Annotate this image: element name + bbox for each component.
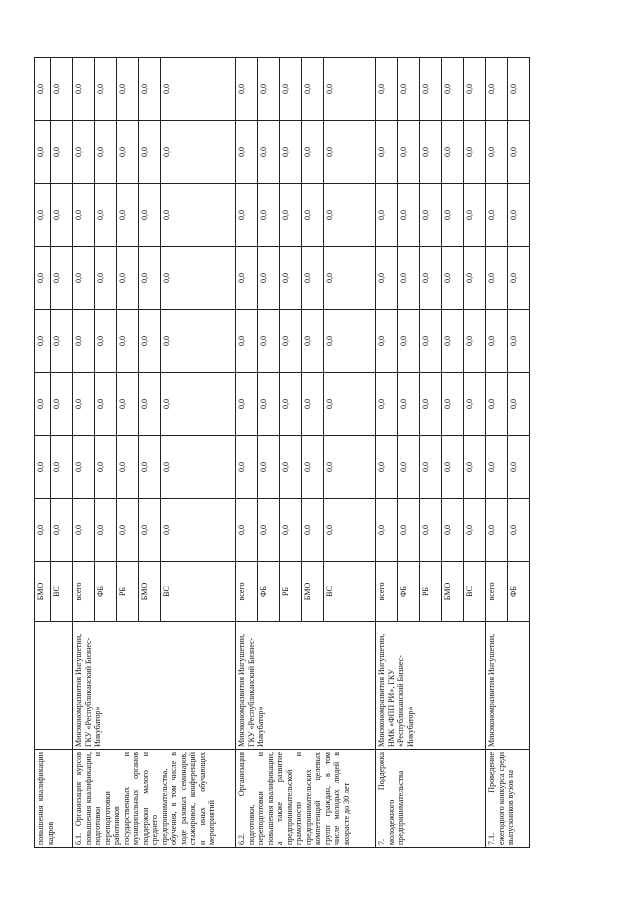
value-cell: 0,0: [117, 184, 139, 247]
table-body: [35, 58, 530, 848]
value-cell: 0,0: [376, 436, 398, 499]
value-cell: 0,0: [51, 184, 73, 247]
value-cell: 0,0: [280, 184, 302, 247]
value-cell: 0,0: [95, 310, 117, 373]
source-cell: всего: [236, 562, 258, 622]
value-cell: 0,0: [117, 58, 139, 121]
value-cell: 0,0: [280, 58, 302, 121]
budget-table: [34, 57, 530, 848]
value-cell: 0,0: [139, 436, 161, 499]
value-cell: 0,0: [486, 121, 508, 184]
measure-name-cell: 7.1. Проведение ежегодного конкурса среди выпускников вузов на: [486, 750, 530, 848]
source-cell: ФБ: [95, 562, 117, 622]
value-cell: 0,0: [139, 310, 161, 373]
value-cell: 0,0: [258, 436, 280, 499]
table-row: [236, 58, 258, 848]
measure-name-cell: повышения квалификации кадров: [35, 750, 73, 848]
value-cell: 0,0: [51, 373, 73, 436]
value-cell: 0,0: [464, 499, 486, 562]
value-cell: 0,0: [51, 310, 73, 373]
source-cell: всего: [73, 562, 95, 622]
value-cell: 0,0: [51, 499, 73, 562]
value-cell: 0,0: [280, 121, 302, 184]
value-cell: 0,0: [35, 436, 51, 499]
value-cell: 0,0: [420, 247, 442, 310]
value-cell: 0,0: [161, 373, 236, 436]
table-row: [73, 58, 95, 848]
value-cell: 0,0: [139, 184, 161, 247]
value-cell: 0,0: [302, 58, 324, 121]
value-cell: 0,0: [442, 184, 464, 247]
source-cell: БМО: [35, 562, 51, 622]
value-cell: 0,0: [139, 58, 161, 121]
source-cell: ФБ: [508, 562, 530, 622]
value-cell: 0,0: [376, 58, 398, 121]
value-cell: 0,0: [161, 184, 236, 247]
value-cell: 0,0: [73, 247, 95, 310]
value-cell: 0,0: [161, 436, 236, 499]
value-cell: 0,0: [73, 121, 95, 184]
source-cell: РБ: [420, 562, 442, 622]
source-cell: РБ: [117, 562, 139, 622]
value-cell: 0,0: [486, 247, 508, 310]
value-cell: 0,0: [51, 436, 73, 499]
value-cell: 0,0: [161, 310, 236, 373]
value-cell: 0,0: [258, 247, 280, 310]
value-cell: 0,0: [280, 436, 302, 499]
value-cell: 0,0: [236, 121, 258, 184]
value-cell: 0,0: [420, 58, 442, 121]
value-cell: 0,0: [73, 310, 95, 373]
source-cell: БМО: [442, 562, 464, 622]
value-cell: 0,0: [139, 121, 161, 184]
value-cell: 0,0: [376, 499, 398, 562]
value-cell: 0,0: [302, 310, 324, 373]
value-cell: 0,0: [280, 247, 302, 310]
value-cell: 0,0: [486, 310, 508, 373]
value-cell: 0,0: [35, 373, 51, 436]
value-cell: 0,0: [236, 247, 258, 310]
value-cell: 0,0: [464, 58, 486, 121]
value-cell: 0,0: [73, 58, 95, 121]
value-cell: 0,0: [508, 436, 530, 499]
value-cell: 0,0: [95, 247, 117, 310]
value-cell: 0,0: [35, 310, 51, 373]
source-cell: ВС: [51, 562, 73, 622]
value-cell: 0,0: [35, 247, 51, 310]
value-cell: 0,0: [117, 436, 139, 499]
value-cell: 0,0: [117, 499, 139, 562]
value-cell: 0,0: [486, 499, 508, 562]
value-cell: 0,0: [258, 310, 280, 373]
value-cell: 0,0: [420, 499, 442, 562]
value-cell: 0,0: [73, 499, 95, 562]
table-row: [35, 58, 51, 848]
value-cell: 0,0: [376, 247, 398, 310]
value-cell: 0,0: [324, 58, 376, 121]
value-cell: 0,0: [464, 436, 486, 499]
executor-cell: Минэкономразвития Ингушетии, ГКУ «Республиканский Бизнес-Инкубатор»: [236, 622, 376, 750]
value-cell: 0,0: [442, 121, 464, 184]
value-cell: 0,0: [51, 121, 73, 184]
value-cell: 0,0: [161, 121, 236, 184]
value-cell: 0,0: [442, 310, 464, 373]
value-cell: 0,0: [302, 121, 324, 184]
value-cell: 0,0: [139, 499, 161, 562]
executor-cell: Минэкономразвития Ингушетии, НМК «ФПП РИ», ГКУ «Республиканский Бизнес-Инкубатор»: [376, 622, 486, 750]
value-cell: 0,0: [324, 184, 376, 247]
value-cell: 0,0: [376, 310, 398, 373]
table-row: [486, 58, 508, 848]
value-cell: 0,0: [117, 310, 139, 373]
value-cell: 0,0: [302, 436, 324, 499]
value-cell: 0,0: [420, 121, 442, 184]
value-cell: 0,0: [35, 499, 51, 562]
rotated-table-container: [34, 58, 570, 848]
value-cell: 0,0: [508, 247, 530, 310]
value-cell: 0,0: [35, 184, 51, 247]
value-cell: 0,0: [398, 58, 420, 121]
source-cell: ФБ: [258, 562, 280, 622]
value-cell: 0,0: [280, 310, 302, 373]
value-cell: 0,0: [508, 121, 530, 184]
value-cell: 0,0: [464, 121, 486, 184]
source-cell: БМО: [139, 562, 161, 622]
value-cell: 0,0: [442, 247, 464, 310]
value-cell: 0,0: [486, 373, 508, 436]
source-cell: ФБ: [398, 562, 420, 622]
value-cell: 0,0: [324, 247, 376, 310]
value-cell: 0,0: [464, 310, 486, 373]
value-cell: 0,0: [420, 436, 442, 499]
value-cell: 0,0: [398, 184, 420, 247]
value-cell: 0,0: [398, 121, 420, 184]
source-cell: ВС: [324, 562, 376, 622]
value-cell: 0,0: [464, 373, 486, 436]
value-cell: 0,0: [95, 184, 117, 247]
value-cell: 0,0: [398, 373, 420, 436]
value-cell: 0,0: [35, 121, 51, 184]
value-cell: 0,0: [398, 310, 420, 373]
value-cell: 0,0: [376, 184, 398, 247]
value-cell: 0,0: [486, 184, 508, 247]
value-cell: 0,0: [508, 373, 530, 436]
executor-cell: Минэкономразвития Ингушетии,: [486, 622, 530, 750]
value-cell: 0,0: [161, 247, 236, 310]
value-cell: 0,0: [73, 436, 95, 499]
value-cell: 0,0: [508, 58, 530, 121]
table-row: [376, 58, 398, 848]
measure-name-cell: 7. Поддержка молодежного предпринимательства: [376, 750, 486, 848]
value-cell: 0,0: [258, 58, 280, 121]
value-cell: 0,0: [236, 436, 258, 499]
value-cell: 0,0: [324, 121, 376, 184]
value-cell: 0,0: [117, 121, 139, 184]
value-cell: 0,0: [161, 499, 236, 562]
value-cell: 0,0: [376, 121, 398, 184]
value-cell: 0,0: [302, 373, 324, 436]
value-cell: 0,0: [376, 373, 398, 436]
value-cell: 0,0: [161, 58, 236, 121]
value-cell: 0,0: [95, 499, 117, 562]
value-cell: 0,0: [398, 499, 420, 562]
value-cell: 0,0: [51, 58, 73, 121]
value-cell: 0,0: [236, 184, 258, 247]
value-cell: 0,0: [236, 373, 258, 436]
value-cell: 0,0: [508, 184, 530, 247]
value-cell: 0,0: [442, 373, 464, 436]
value-cell: 0,0: [324, 436, 376, 499]
executor-cell: Минэкономразвития Ингушетии, ГКУ «Республиканский Бизнес-Инкубатор»: [73, 622, 236, 750]
value-cell: 0,0: [420, 310, 442, 373]
measure-name-cell: 6.1. Организация курсов повышения квалификации, подготовки и переподготовки работников государственных и муниципальных органов поддержки малого и среднего предпринимательства, обучения, в том числе в ходе разовых семинаров, стажировок, конференций и иных обучающих мероприятий: [73, 750, 236, 848]
value-cell: 0,0: [258, 121, 280, 184]
source-cell: всего: [376, 562, 398, 622]
value-cell: 0,0: [236, 58, 258, 121]
value-cell: 0,0: [258, 499, 280, 562]
source-cell: ВС: [161, 562, 236, 622]
value-cell: 0,0: [398, 247, 420, 310]
value-cell: 0,0: [420, 373, 442, 436]
value-cell: 0,0: [324, 373, 376, 436]
value-cell: 0,0: [139, 373, 161, 436]
value-cell: 0,0: [324, 310, 376, 373]
value-cell: 0,0: [398, 436, 420, 499]
value-cell: 0,0: [95, 436, 117, 499]
value-cell: 0,0: [508, 499, 530, 562]
value-cell: 0,0: [442, 499, 464, 562]
value-cell: 0,0: [95, 58, 117, 121]
source-cell: ВС: [464, 562, 486, 622]
value-cell: 0,0: [139, 247, 161, 310]
source-cell: РБ: [280, 562, 302, 622]
value-cell: 0,0: [302, 247, 324, 310]
value-cell: 0,0: [486, 58, 508, 121]
source-cell: всего: [486, 562, 508, 622]
value-cell: 0,0: [442, 436, 464, 499]
source-cell: БМО: [302, 562, 324, 622]
value-cell: 0,0: [280, 499, 302, 562]
value-cell: 0,0: [280, 373, 302, 436]
value-cell: 0,0: [236, 310, 258, 373]
value-cell: 0,0: [236, 499, 258, 562]
value-cell: 0,0: [73, 373, 95, 436]
measure-name-cell: 6.2. Организация подготовки, переподготовки и повышения квалификации, а также развитие предпринимательской грамотности и предпринимательских компетенций целевых групп граждан, в том числе молодых людей в возрасте до 30 лет: [236, 750, 376, 848]
value-cell: 0,0: [95, 373, 117, 436]
value-cell: 0,0: [117, 247, 139, 310]
value-cell: 0,0: [464, 184, 486, 247]
value-cell: 0,0: [117, 373, 139, 436]
value-cell: 0,0: [324, 499, 376, 562]
value-cell: 0,0: [302, 499, 324, 562]
value-cell: 0,0: [442, 58, 464, 121]
value-cell: 0,0: [508, 310, 530, 373]
value-cell: 0,0: [73, 184, 95, 247]
value-cell: 0,0: [464, 247, 486, 310]
value-cell: 0,0: [51, 247, 73, 310]
value-cell: 0,0: [302, 184, 324, 247]
value-cell: 0,0: [35, 58, 51, 121]
value-cell: 0,0: [258, 373, 280, 436]
value-cell: 0,0: [486, 436, 508, 499]
executor-cell: [35, 622, 73, 750]
value-cell: 0,0: [95, 121, 117, 184]
value-cell: 0,0: [420, 184, 442, 247]
value-cell: 0,0: [258, 184, 280, 247]
